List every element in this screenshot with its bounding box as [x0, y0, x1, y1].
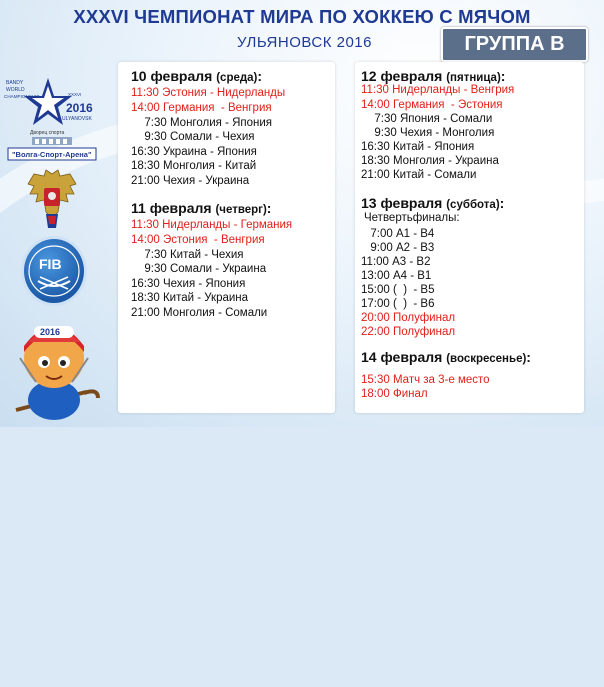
day-of-week: (пятница): [446, 72, 501, 84]
game-row: 18:00 Финал: [361, 388, 428, 400]
day-heading: [361, 195, 504, 211]
game-row: 18:30 Монголия - Украина: [361, 155, 499, 167]
game-row: 21:00 Монголия - Сомали: [131, 307, 268, 319]
day-heading: [361, 68, 505, 84]
page-subtitle: УЛЬЯНОВСК 2016: [237, 34, 372, 51]
schedule-panel-right: [355, 62, 584, 413]
fib-emblem-icon: [24, 239, 84, 303]
mascot-year: 2016: [40, 327, 61, 337]
page-title: XXXVI ЧЕМПИОНАТ МИРА ПО ХОККЕЮ С МЯЧОМ: [73, 6, 531, 27]
day-colon: :: [499, 195, 505, 211]
arena-name: "Волга-Спорт-Арена": [12, 150, 92, 159]
day-of-week: (воскресенье): [446, 353, 527, 365]
bandy-logo-line3: CHAMPIONSHIP: [4, 94, 40, 99]
game-row: 21:00 Китай - Сомали: [361, 169, 477, 181]
coat-of-arms-icon: [24, 168, 80, 234]
game-row: 9:30 Чехия - Монголия: [368, 127, 495, 139]
day-heading: [131, 200, 271, 216]
game-row: 11:30 Эстония - Нидерланды: [131, 87, 286, 99]
game-row: 16:30 Чехия - Япония: [131, 278, 246, 290]
game-row: 11:00 А3 - В2: [361, 256, 431, 268]
schedule-panel-left: [118, 62, 335, 413]
game-row: 18:30 Монголия - Китай: [131, 160, 257, 172]
day-colon: :: [266, 200, 272, 216]
game-row: 9:30 Сомали - Чехия: [138, 131, 255, 143]
fib-label: FIB: [39, 256, 62, 272]
game-row: 22:00 Полуфинал: [361, 326, 456, 338]
mascot-icon: [6, 300, 102, 424]
game-row: 9:30 Сомали - Украина: [138, 263, 267, 275]
game-row: 14:00 Германия - Венгрия: [131, 102, 272, 114]
game-row: 7:30 Монголия - Япония: [138, 117, 273, 129]
day-colon: :: [257, 68, 263, 84]
game-row: 14:00 Германия - Эстония: [361, 99, 503, 111]
stage-label: Четвертьфиналы:: [364, 212, 460, 224]
game-row: 20:00 Полуфинал: [361, 312, 456, 324]
arena-logo: [4, 126, 100, 166]
game-row: 7:00 А1 - В4: [364, 228, 435, 240]
bandy-logo-line2: WORLD: [6, 87, 25, 93]
group-badge: ГРУППА В: [441, 27, 588, 62]
game-row: 9:00 А2 - В3: [364, 242, 435, 254]
game-row: 13:00 А4 - В1: [361, 270, 432, 282]
game-row: 18:30 Китай - Украина: [131, 292, 249, 304]
day-date: 12 февраля: [361, 68, 443, 84]
bandy-logo-numeral: XXXVI: [68, 92, 82, 97]
day-date: 10 февраля: [131, 68, 213, 84]
game-row: 7:30 Япония - Сомали: [368, 113, 493, 125]
day-date: 11 февраля: [131, 200, 212, 216]
game-row: 14:00 Эстония - Венгрия: [131, 234, 265, 246]
game-row: 11:30 Нидерланды - Венгрия: [361, 84, 515, 96]
day-colon: :: [526, 349, 531, 365]
game-row: 11:30 Нидерланды - Германия: [131, 219, 293, 231]
day-colon: :: [500, 68, 506, 84]
day-of-week: (среда): [216, 72, 258, 84]
game-row: 16:30 Китай - Япония: [361, 141, 475, 153]
bandy-logo-city: ULYANOVSK: [62, 116, 92, 122]
fib-logo: [21, 236, 87, 306]
bandy-championship-logo: [4, 74, 96, 128]
arena-caption: Дворец спорта: [30, 130, 65, 136]
game-row: 7:30 Китай - Чехия: [138, 249, 244, 261]
game-row: 16:30 Украина - Япония: [131, 146, 257, 158]
day-heading: [361, 349, 531, 365]
day-date: 13 февраля: [361, 195, 443, 211]
day-of-week: (четверг): [215, 204, 267, 216]
bandy-logo-year: 2016: [66, 101, 93, 115]
day-heading: [131, 68, 262, 84]
day-date: 14 февраля: [361, 349, 443, 365]
game-row: 15:30 Матч за 3-е место: [361, 374, 490, 386]
bandy-logo-line1: BANDY: [6, 80, 24, 86]
game-row: 15:00 ( ) - В5: [361, 284, 435, 296]
game-row: 17:00 ( ) - В6: [361, 298, 435, 310]
game-row: 21:00 Чехия - Украина: [131, 175, 250, 187]
day-of-week: (суббота): [446, 199, 500, 211]
